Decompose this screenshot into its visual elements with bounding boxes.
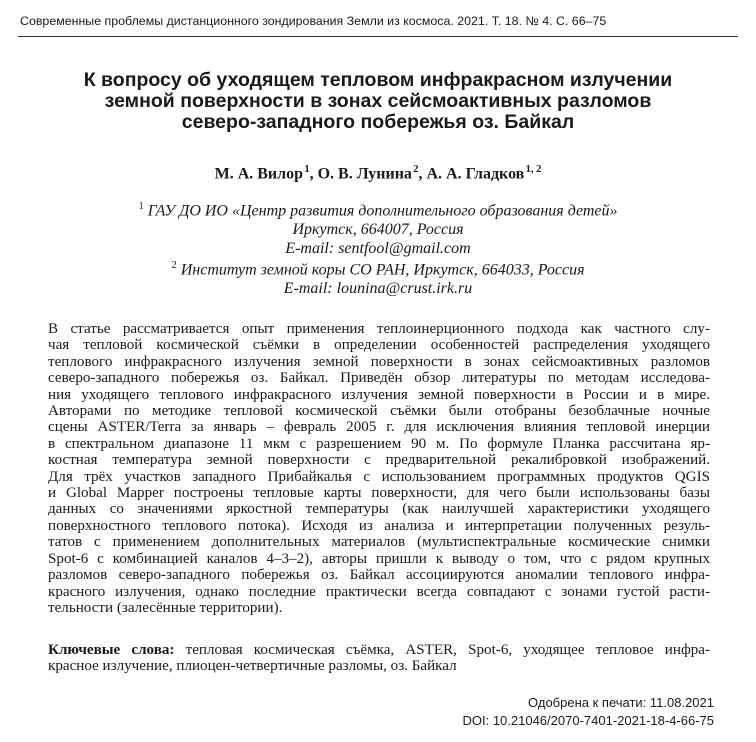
abstract-line: теплового инфракрасного излучения земной поверхности в зонах сейсмоактивных разломов: [48, 353, 710, 370]
affiliation-line: $^2$ Институт земной коры СО РАН, Иркутск, 664033, Россия: [171, 260, 585, 279]
article-title: [30, 70, 726, 133]
keywords-label: Ключевые слова:: [48, 642, 175, 658]
affiliation-sup: 2: [171, 260, 177, 271]
abstract: [48, 321, 710, 616]
author-sup: 1: [304, 164, 310, 175]
journal-header: Современные проблемы дистанционного зондирования Земли из космоса. 2021. Т. 18. № 4. С. 66–75: [20, 14, 607, 28]
abstract-line: и Global Mapper построены тепловые карты поверхности, для чего были использованы базы: [48, 485, 710, 502]
affiliation-1: [0, 197, 756, 258]
abstract-line: В статье рассматривается опыт применения теплоинерционного подхода как частного слу-: [48, 321, 710, 337]
author-sup: 2: [413, 164, 419, 175]
abstract-line: разломов северо-западного побережья оз. Байкал ассоциируются аномалии теплового инфра-: [48, 567, 710, 584]
abstract-line: данных со значениями яркостной температуры (как наилучшей характеристики уходящего: [48, 501, 710, 518]
abstract-line: ния уходящего теплового инфракрасного излучения земной поверхности в России и в мире.: [48, 386, 710, 403]
affiliation-line: $^1$ ГАУ ДО ИО «Центр развития дополнительного образования детей»: [138, 201, 618, 220]
header-rule: [18, 36, 738, 37]
affiliation-line: Иркутск, 664007, Россия: [292, 221, 464, 239]
author-name: М. А. Вилор: [214, 165, 304, 183]
author-name: О. В. Лунина: [317, 165, 412, 183]
affiliation-email: E-mail: lounina@crust.irk.ru: [283, 280, 473, 298]
abstract-line: северо-западного побережья оз. Байкал. Приведён обзор литературы по методам исследова-: [48, 370, 710, 387]
keywords-line: красное излучение, плиоцен-четвертичные разломы, оз. Байкал: [48, 658, 457, 675]
abstract-line: Для трёх участков западного Прибайкалья с использованием программных продуктов QGIS: [48, 468, 710, 485]
abstract-line: сцены ASTER/Terra за январь – февраль 2005 г. для исключения влияния тепловой инерции: [48, 419, 710, 436]
abstract-line: красного излучения, однако последние практически всегда совпадают с зонами густой расти-: [48, 583, 710, 600]
abstract-line: тельности (залесённые территории).: [48, 599, 283, 616]
abstract-line: татов с применением дополнительных материалов (мультиспектральные космические снимки: [48, 534, 710, 551]
author-name: А. А. Гладков: [426, 165, 525, 183]
abstract-line: костная температура земной поверхности с предварительной рекалибровкой изображений.: [48, 452, 710, 469]
approval-date: Одобрена к печати: 11.08.2021: [528, 695, 714, 710]
keywords: [48, 642, 710, 675]
title-line: земной поверхности в зонах сейсмоактивных разломов: [104, 90, 652, 112]
title-line: К вопросу об уходящем тепловом инфракрасном излучении: [83, 69, 673, 91]
abstract-line: поверхностного теплового потока). Исходя из анализа и интерпретации полученных резуль-: [48, 517, 710, 534]
abstract-line: в спектральном диапазоне 11 мкм с разрешением 90 м. По формуле Планка рассчитана яр-: [48, 435, 710, 452]
author-sup: 1, 2: [525, 164, 542, 175]
affiliation-email: E-mail: sentfool@gmail.com: [285, 240, 471, 258]
abstract-line: Авторами по методике тепловой космической съёмки были отобраны безоблачные ночные: [48, 403, 710, 420]
keywords-line: Ключевые слова: тепловая космическая съёмка, ASTER, Spot-6, уходящее тепловое инфра-: [48, 642, 710, 658]
affiliation-2: [0, 256, 756, 298]
abstract-line: чая тепловой космической съёмки в определении особенностей распределения уходящего: [48, 337, 710, 354]
abstract-line: Spot-6 с комбинацией каналов 4–3–2), авторы пришли к выводу о том, что с рядом крупных: [48, 550, 710, 567]
affiliation-sup: 1: [138, 201, 144, 212]
doi-link[interactable]: DOI: 10.21046/2070-7401-2021-18-4-66-75: [462, 713, 714, 728]
title-line: северо-западного побережья оз. Байкал: [181, 111, 575, 133]
authors: М. А. Вилор $^1$, О. В. Лунина $^2$, А. А. Гладков $^{1, 2}$: [214, 164, 542, 183]
